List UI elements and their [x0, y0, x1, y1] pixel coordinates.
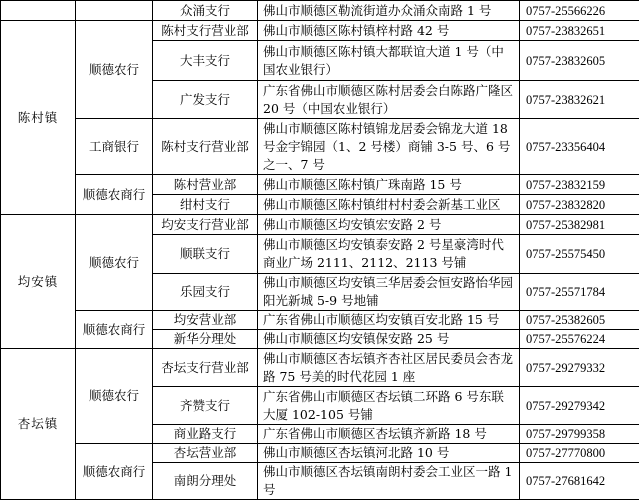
branch-phone: 0757-29279332	[520, 349, 639, 387]
bank-name: 顺德农商行	[76, 444, 153, 500]
branch-name: 新华分理处	[153, 330, 258, 349]
branch-name: 商业路支行	[153, 425, 258, 444]
branch-phone: 0757-29799358	[520, 425, 639, 444]
bank-name: 顺德农商行	[76, 175, 153, 215]
branch-name: 绀村支行	[153, 195, 258, 215]
branch-phone: 0757-23832159	[520, 175, 639, 195]
branch-address: 佛山市顺德区陈村镇锦龙居委会锦龙大道 18 号金宇锦园（1、2 号楼）商铺 3-5 号、6 号之一、7 号	[258, 119, 520, 175]
branch-phone: 0757-25571784	[520, 274, 639, 311]
branch-address: 佛山市顺德区均安镇保安路 25 号	[258, 330, 520, 349]
branch-phone: 0757-27770800	[520, 444, 639, 463]
branch-address: 佛山市顺德区均安镇泰安路 2 号星豪湾时代商业广场 2111、2112、2113 号铺	[258, 235, 520, 274]
table-row	[1, 311, 639, 330]
branch-name: 均安营业部	[153, 311, 258, 330]
branch-address: 佛山市顺德区杏坛镇南朗村委会工业区一路 1 号	[258, 463, 520, 500]
branch-phone: 0757-23356404	[520, 119, 639, 175]
branch-phone: 0757-25382605	[520, 311, 639, 330]
table-row	[1, 349, 639, 387]
bank-name: 顺德农行	[76, 21, 153, 119]
bank-name: 顺德农商行	[76, 311, 153, 349]
branch-address: 佛山市顺德区均安镇宏安路 2 号	[258, 215, 520, 235]
branch-address: 广东省佛山市顺德区均安镇百安北路 15 号	[258, 311, 520, 330]
branch-name: 大丰支行	[153, 41, 258, 81]
branch-phone: 0757-25566226	[520, 1, 639, 21]
branch-phone: 0757-25576224	[520, 330, 639, 349]
branch-address: 佛山市顺德区陈村镇广珠南路 15 号	[258, 175, 520, 195]
bank-cell-empty	[76, 1, 153, 21]
branch-name: 顺联支行	[153, 235, 258, 274]
branch-phone: 0757-23832820	[520, 195, 639, 215]
branch-address: 广东省佛山市顺德区杏坛镇二环路 6 号东联大厦 102-105 号铺	[258, 387, 520, 425]
table-row	[1, 215, 639, 235]
bank-name: 顺德农行	[76, 215, 153, 311]
branch-name: 广发支行	[153, 81, 258, 119]
branch-name: 均安支行营业部	[153, 215, 258, 235]
branch-phone: 0757-23832605	[520, 41, 639, 81]
branch-address: 佛山市顺德区陈村镇大都联谊大道 1 号（中国农业银行）	[258, 41, 520, 81]
branch-address: 佛山市顺德区均安镇三华居委会恒安路怡华园阳光新城 5-9 号地铺	[258, 274, 520, 311]
branch-name: 杏坛营业部	[153, 444, 258, 463]
branch-address: 佛山市顺德区勒流街道办众涌众南路 1 号	[258, 1, 520, 21]
town-cell-empty	[1, 1, 76, 21]
town-name: 杏坛镇	[1, 349, 76, 500]
town-name: 陈村镇	[1, 21, 76, 215]
table-row	[1, 444, 639, 463]
branch-name: 杏坛支行营业部	[153, 349, 258, 387]
branch-address: 广东省佛山市顺德区杏坛镇齐新路 18 号	[258, 425, 520, 444]
table-row	[1, 21, 639, 41]
table-row	[1, 1, 639, 21]
branch-name: 齐赞支行	[153, 387, 258, 425]
branch-name: 陈村支行营业部	[153, 119, 258, 175]
branch-address: 佛山市顺德区陈村镇绀村村委会新基工业区	[258, 195, 520, 215]
branch-phone: 0757-23832621	[520, 81, 639, 119]
branch-name: 南朗分理处	[153, 463, 258, 500]
branch-name: 众涌支行	[153, 1, 258, 21]
branch-address: 佛山市顺德区杏坛镇河北路 10 号	[258, 444, 520, 463]
branch-phone: 0757-25382981	[520, 215, 639, 235]
table-row	[1, 119, 639, 175]
branch-phone: 0757-29279342	[520, 387, 639, 425]
branch-name: 陈村支行营业部	[153, 21, 258, 41]
branch-phone: 0757-23832651	[520, 21, 639, 41]
branch-address: 佛山市顺德区杏坛镇齐杏社区居民委员会杏龙路 75 号美的时代花园 1 座	[258, 349, 520, 387]
branch-address: 广东省佛山市顺德区陈村居委会白陈路广隆区 20 号（中国农业银行）	[258, 81, 520, 119]
branch-name: 陈村营业部	[153, 175, 258, 195]
branch-name: 乐园支行	[153, 274, 258, 311]
branch-phone: 0757-27681642	[520, 463, 639, 500]
town-name: 均安镇	[1, 215, 76, 349]
branch-phone: 0757-25575450	[520, 235, 639, 274]
bank-name: 顺德农行	[76, 349, 153, 444]
branch-address: 佛山市顺德区陈村镇梓村路 42 号	[258, 21, 520, 41]
bank-name: 工商银行	[76, 119, 153, 175]
table-row	[1, 175, 639, 195]
